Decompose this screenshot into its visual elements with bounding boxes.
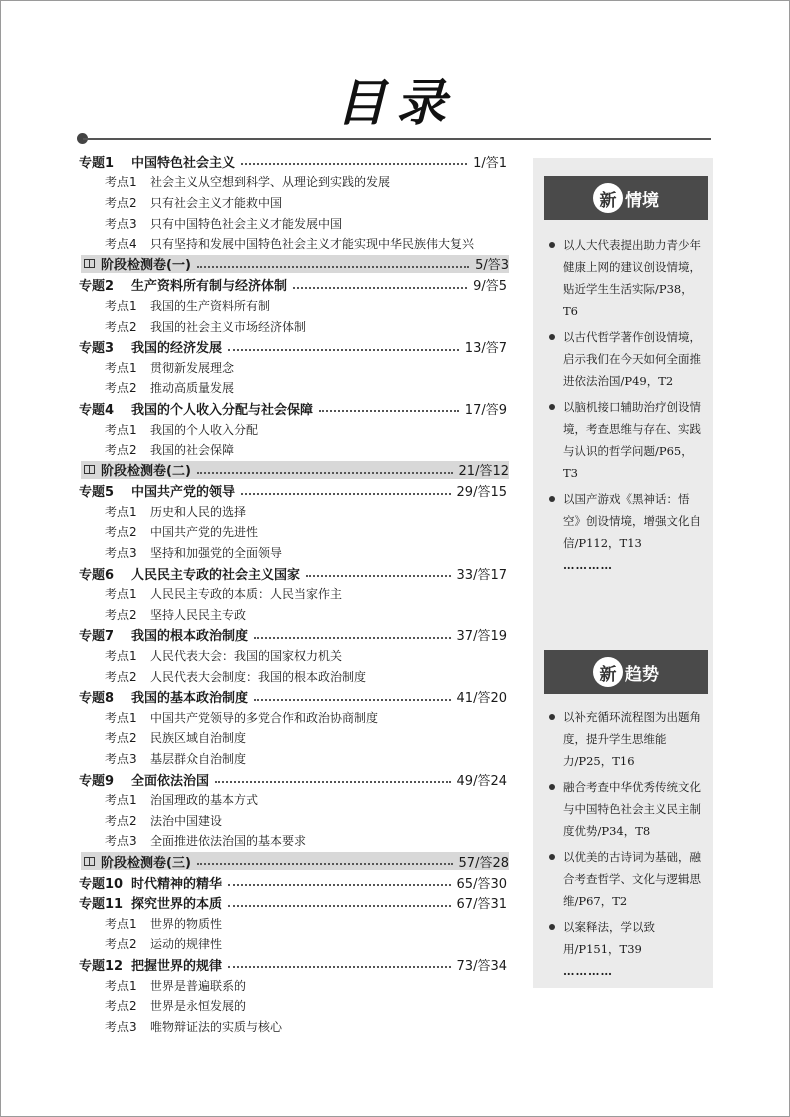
- topic-title: 中国共产党的领导: [131, 485, 236, 501]
- point-label: 考点1: [105, 360, 137, 375]
- point-label: 考点2: [105, 999, 137, 1014]
- point-text: 基层群众自治制度: [150, 752, 247, 767]
- toc-point-row: [79, 542, 507, 563]
- more-ellipsis: …………: [563, 964, 613, 978]
- toc-point-row: [79, 748, 507, 769]
- topic-number: 专题6: [79, 567, 115, 583]
- toc-topic-row: [79, 563, 507, 584]
- toc-topic-row: [79, 769, 507, 790]
- toc-topic-row: [79, 892, 507, 913]
- toc-point-row: [79, 522, 507, 543]
- topic-number: 专题9: [79, 773, 115, 789]
- leader-dots: [241, 163, 467, 165]
- point-label: 考点2: [105, 937, 137, 952]
- point-label: 考点2: [105, 443, 137, 458]
- point-label: 考点2: [105, 669, 137, 684]
- topic-title: 我国的根本政治制度: [131, 629, 249, 645]
- toc-topic-row: [79, 398, 507, 419]
- point-label: 考点1: [105, 422, 137, 437]
- point-label: 考点1: [105, 978, 137, 993]
- toc-point-row: [79, 645, 507, 666]
- exam-title: 阶段检测卷(一): [101, 258, 191, 274]
- toc-topic-row: [79, 872, 507, 893]
- point-label: 考点1: [105, 793, 137, 808]
- page-ref: 37/答19: [456, 629, 507, 645]
- toc-point-row: [79, 1016, 507, 1037]
- toc-topic-row: [79, 625, 507, 646]
- topic-title: 人民民主专政的社会主义国家: [131, 567, 301, 583]
- sidebar-list-item: 以优美的古诗词为基础，融合考查哲学、文化与逻辑思维/P67，T2: [545, 846, 705, 912]
- point-label: 考点3: [105, 216, 137, 231]
- point-label: 考点3: [105, 752, 137, 767]
- leader-dots: [228, 905, 451, 907]
- trend-badge: [544, 650, 708, 694]
- toc-point-row: [79, 378, 507, 399]
- point-label: 考点2: [105, 381, 137, 396]
- page-ref: 67/答31: [456, 897, 507, 913]
- trend-badge-label: 趋势: [625, 664, 659, 685]
- page-ref: 33/答17: [456, 567, 507, 583]
- trend-badge-circle: 新: [593, 657, 623, 687]
- topic-title: 我国的个人收入分配与社会保障: [131, 402, 314, 418]
- book-icon: [84, 857, 95, 866]
- toc-topic-row: [79, 686, 507, 707]
- leader-dots: [197, 863, 453, 865]
- leader-dots: [254, 699, 451, 701]
- table-of-contents: [79, 151, 507, 1037]
- topic-title: 生产资料所有制与经济体制: [131, 279, 288, 295]
- page-ref: 17/答9: [464, 402, 507, 418]
- point-label: 考点3: [105, 834, 137, 849]
- point-text: 治国理政的基本方式: [150, 793, 259, 808]
- leader-dots: [197, 266, 469, 268]
- point-text: 社会主义从空想到科学、从理论到实践的发展: [150, 175, 391, 190]
- topic-number: 专题10: [79, 876, 124, 892]
- topic-title: 探究世界的本质: [131, 897, 223, 913]
- situation-badge-circle: 新: [593, 183, 623, 213]
- book-icon: [84, 259, 95, 268]
- point-text: 只有社会主义才能救中国: [150, 195, 283, 210]
- topic-number: 专题3: [79, 341, 115, 357]
- page-ref: 49/答24: [456, 773, 507, 789]
- title-rule: [83, 138, 711, 140]
- toc-point-row: [79, 728, 507, 749]
- point-text: 中国共产党的先进性: [150, 525, 259, 540]
- leader-dots: [228, 884, 451, 886]
- point-text: 我国的生产资料所有制: [150, 298, 271, 313]
- point-text: 世界是普遍联系的: [150, 978, 247, 993]
- point-text: 运动的规律性: [150, 937, 223, 952]
- point-text: 人民代表大会：我国的国家权力机关: [150, 649, 343, 664]
- point-text: 中国共产党领导的多党合作和政治协商制度: [150, 710, 379, 725]
- exam-title: 阶段检测卷(三): [101, 855, 191, 871]
- point-label: 考点2: [105, 813, 137, 828]
- point-text: 世界的物质性: [150, 916, 223, 931]
- topic-number: 专题4: [79, 402, 115, 418]
- point-label: 考点1: [105, 175, 137, 190]
- page-ref: 21/答12: [458, 464, 509, 480]
- exam-title: 阶段检测卷(二): [101, 464, 191, 480]
- point-label: 考点2: [105, 731, 137, 746]
- toc-point-row: [79, 439, 507, 460]
- toc-exam-row: [81, 255, 509, 273]
- toc-point-row: [79, 707, 507, 728]
- point-text: 全面推进依法治国的基本要求: [150, 834, 307, 849]
- point-text: 唯物辩证法的实质与核心: [150, 1019, 283, 1034]
- toc-point-row: [79, 316, 507, 337]
- point-label: 考点4: [105, 237, 137, 252]
- toc-point-row: [79, 233, 507, 254]
- sidebar: [533, 158, 713, 988]
- book-icon: [84, 465, 95, 474]
- point-text: 历史和人民的选择: [150, 504, 247, 519]
- page-ref: 13/答7: [464, 341, 507, 357]
- topic-title: 把握世界的规律: [131, 958, 223, 974]
- leader-dots: [228, 349, 459, 351]
- toc-topic-row: [79, 954, 507, 975]
- topic-title: 时代精神的精华: [131, 876, 223, 892]
- toc-point-row: [79, 789, 507, 810]
- sidebar-list-item: 以古代哲学著作创设情境，启示我们在今天如何全面推进依法治国/P49，T2: [545, 326, 705, 392]
- topic-number: 专题5: [79, 485, 115, 501]
- toc-topic-row: [79, 481, 507, 502]
- point-label: 考点1: [105, 916, 137, 931]
- point-text: 坚持和加强党的全面领导: [150, 546, 283, 561]
- point-text: 只有中国特色社会主义才能发展中国: [150, 216, 343, 231]
- page-ref: 57/答28: [458, 855, 509, 871]
- toc-exam-row: [81, 461, 509, 479]
- point-text: 贯彻新发展理念: [150, 360, 235, 375]
- toc-point-row: [79, 913, 507, 934]
- point-text: 世界是永恒发展的: [150, 999, 247, 1014]
- leader-dots: [241, 493, 451, 495]
- sidebar-list-item: 以案释法，学以致用/P151，T39: [545, 916, 705, 960]
- leader-dots: [215, 781, 451, 783]
- sidebar-list-item: 融合考查中华优秀传统文化与中国特色社会主义民主制度优势/P34，T8: [545, 776, 705, 842]
- topic-number: 专题2: [79, 279, 115, 295]
- leader-dots: [319, 410, 459, 412]
- point-label: 考点2: [105, 607, 137, 622]
- page-ref: 65/答30: [456, 876, 507, 892]
- point-label: 考点2: [105, 525, 137, 540]
- toc-point-row: [79, 192, 507, 213]
- point-text: 人民民主专政的本质：人民当家作主: [150, 587, 343, 602]
- leader-dots: [197, 472, 453, 474]
- leader-dots: [228, 966, 451, 968]
- point-text: 只有坚持和发展中国特色社会主义才能实现中华民族伟大复兴: [150, 237, 475, 252]
- topic-number: 专题12: [79, 958, 124, 974]
- trend-list: [545, 706, 705, 978]
- point-label: 考点1: [105, 298, 137, 313]
- toc-point-row: [79, 831, 507, 852]
- point-label: 考点3: [105, 546, 137, 561]
- toc-point-row: [79, 975, 507, 996]
- topic-title: 我国的经济发展: [131, 341, 223, 357]
- toc-topic-row: [79, 275, 507, 296]
- page-title: 目录: [336, 74, 456, 132]
- leader-dots: [254, 637, 451, 639]
- toc-topic-row: [79, 336, 507, 357]
- toc-point-row: [79, 172, 507, 193]
- topic-title: 中国特色社会主义: [131, 155, 236, 171]
- point-label: 考点2: [105, 319, 137, 334]
- toc-point-row: [79, 666, 507, 687]
- toc-point-row: [79, 810, 507, 831]
- toc-point-row: [79, 295, 507, 316]
- point-text: 我国的个人收入分配: [150, 422, 259, 437]
- page-ref: 1/答1: [473, 155, 507, 171]
- sidebar-list-item: 以补充循环流程图为出题角度，提升学生思维能力/P25，T16: [545, 706, 705, 772]
- point-text: 我国的社会主义市场经济体制: [150, 319, 307, 334]
- point-label: 考点1: [105, 710, 137, 725]
- situation-badge: [544, 176, 708, 220]
- toc-point-row: [79, 419, 507, 440]
- toc-point-row: [79, 357, 507, 378]
- point-label: 考点3: [105, 1019, 137, 1034]
- more-ellipsis: …………: [563, 558, 613, 572]
- page-ref: 9/答5: [473, 279, 507, 295]
- toc-point-row: [79, 213, 507, 234]
- point-text: 法治中国建设: [150, 813, 223, 828]
- point-label: 考点1: [105, 587, 137, 602]
- point-text: 人民代表大会制度：我国的根本政治制度: [150, 669, 367, 684]
- toc-point-row: [79, 934, 507, 955]
- point-text: 民族区域自治制度: [150, 731, 247, 746]
- point-text: 推动高质量发展: [150, 381, 235, 396]
- toc-point-row: [79, 583, 507, 604]
- page-ref: 41/答20: [456, 691, 507, 707]
- sidebar-list-item: 以人大代表提出助力青少年健康上网的建议创设情境，贴近学生生活实际/P38，T6: [545, 234, 705, 322]
- point-text: 我国的社会保障: [150, 443, 235, 458]
- toc-point-row: [79, 604, 507, 625]
- point-text: 坚持人民民主专政: [150, 607, 247, 622]
- topic-number: 专题8: [79, 691, 115, 707]
- page-ref: 5/答3: [475, 258, 509, 274]
- topic-title: 我国的基本政治制度: [131, 691, 249, 707]
- toc-point-row: [79, 501, 507, 522]
- topic-number: 专题1: [79, 155, 115, 171]
- sidebar-list-item: 以脑机接口辅助治疗创设情境，考查思维与存在、实践与认识的哲学问题/P65，T3: [545, 396, 705, 484]
- page-ref: 29/答15: [456, 485, 507, 501]
- topic-number: 专题7: [79, 629, 115, 645]
- situation-list: [545, 234, 705, 572]
- point-label: 考点1: [105, 504, 137, 519]
- topic-number: 专题11: [79, 897, 124, 913]
- point-label: 考点1: [105, 649, 137, 664]
- toc-point-row: [79, 995, 507, 1016]
- page-ref: 73/答34: [456, 958, 507, 974]
- topic-title: 全面依法治国: [131, 773, 210, 789]
- situation-badge-label: 情境: [625, 190, 659, 211]
- sidebar-list-item: 以国产游戏《黑神话：悟空》创设情境，增强文化自信/P112，T13: [545, 488, 705, 554]
- leader-dots: [306, 575, 451, 577]
- leader-dots: [293, 287, 467, 289]
- toc-exam-row: [81, 852, 509, 870]
- toc-topic-row: [79, 151, 507, 172]
- point-label: 考点2: [105, 195, 137, 210]
